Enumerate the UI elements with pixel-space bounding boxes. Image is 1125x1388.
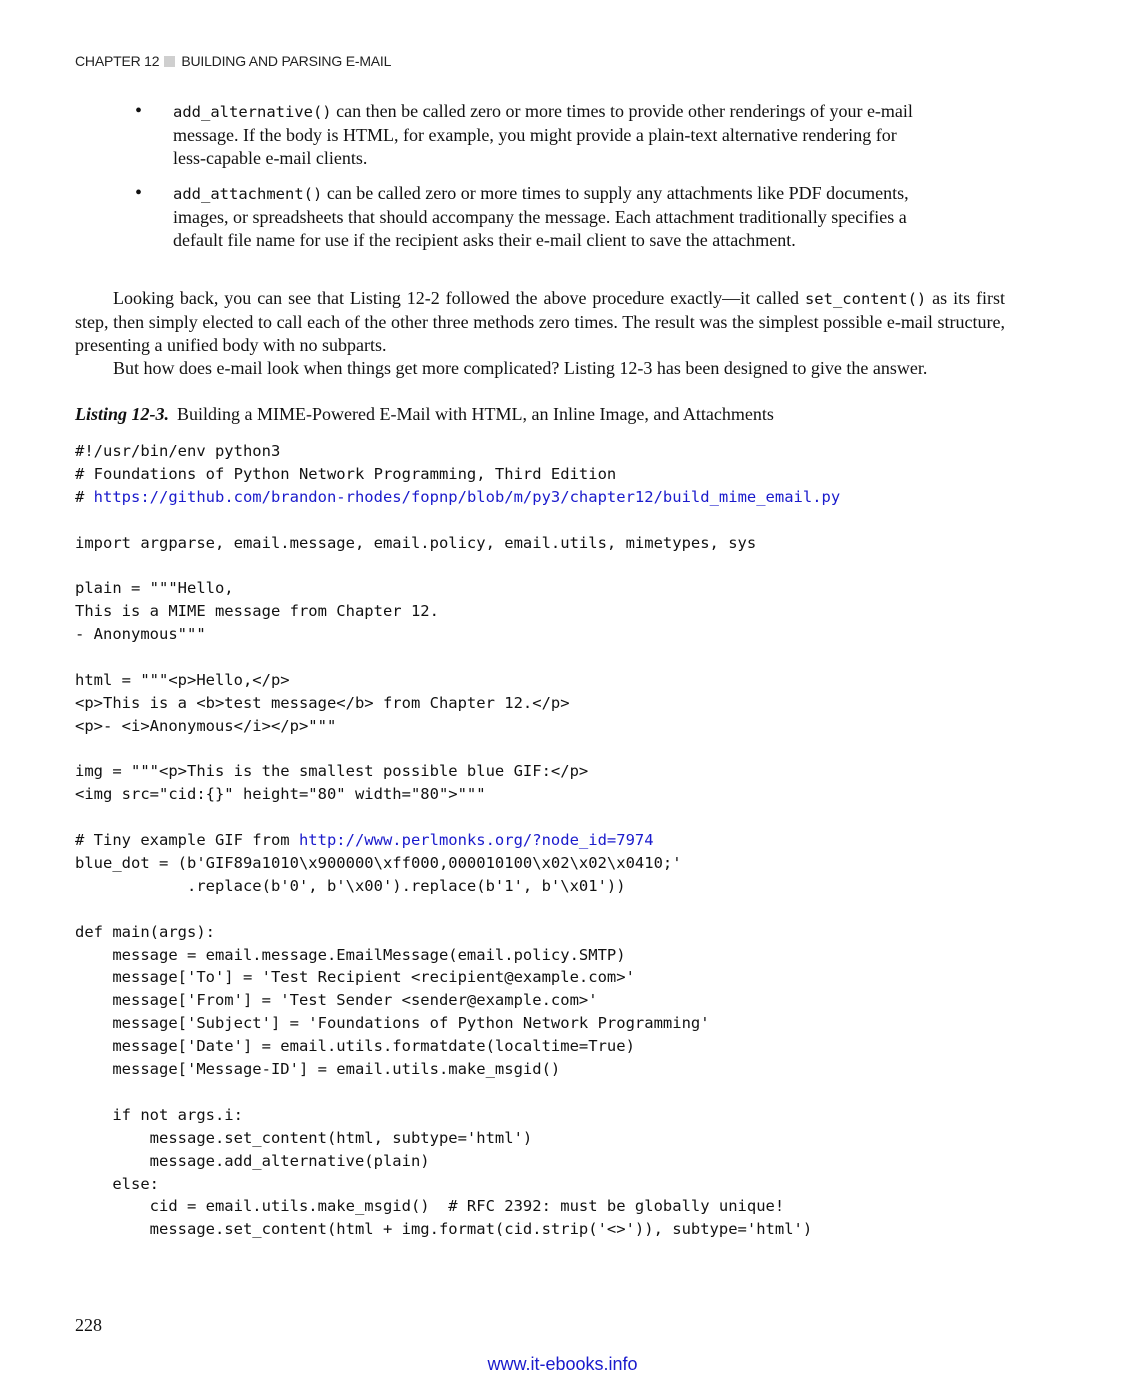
code-line: plain = """Hello, — [75, 579, 234, 598]
code-line — [75, 738, 1075, 761]
code-line — [75, 646, 1075, 669]
code-line: html = """<p>Hello,</p> — [75, 670, 290, 689]
code-line: def main(args): — [75, 922, 215, 941]
body-text — [75, 287, 1005, 380]
bullet-item — [75, 182, 923, 252]
inline-code: set_content() — [804, 290, 927, 308]
code-line: <img src="cid:{}" height="80" width="80">""" — [75, 785, 486, 804]
code-line — [75, 898, 1075, 921]
code-line: message['To'] = 'Test Recipient <recipient@example.com>' — [75, 968, 635, 987]
github-source-link[interactable]: https://github.com/brandon-rhodes/fopnp/blob/m/py3/chapter12/build_mime_email.py — [93, 487, 841, 506]
paragraph: But how does e-mail look when things get more complicated? Listing 12-3 has been designed to give the answer. — [113, 358, 928, 378]
header-separator-square — [164, 56, 175, 67]
footer — [0, 1354, 1125, 1375]
code-line: message.set_content(html, subtype='html') — [75, 1128, 533, 1147]
code-line: else: — [75, 1174, 159, 1193]
paragraph: Looking back, you can see that Listing 12-2 followed the above procedure exactly—it called set_content() as its first step, then simply elected to call each of the other three methods zero times. The result was the simplest possible e-mail structure, presenting a unified body with no subparts. — [75, 288, 1005, 355]
listing-caption — [75, 403, 774, 426]
code-line: img = """<p>This is the smallest possible blue GIF:</p> — [75, 762, 589, 781]
code-line: .replace(b'0', b'\x00').replace(b'1', b'\x01')) — [75, 876, 626, 895]
bullet-item — [75, 100, 923, 170]
chapter-label: CHAPTER 12 — [75, 53, 160, 69]
method-bullet-list — [75, 100, 1065, 264]
code-line: message['Message-ID'] = email.utils.make_msgid() — [75, 1060, 561, 1079]
code-line: if not args.i: — [75, 1105, 243, 1124]
bullet-dot: • — [135, 100, 143, 122]
footer-website-link[interactable]: www.it-ebooks.info — [487, 1354, 638, 1374]
code-line: - Anonymous""" — [75, 625, 206, 644]
listing-title: Building a MIME-Powered E-Mail with HTML, an Inline Image, and Attachments — [177, 404, 774, 424]
code-line — [75, 509, 1075, 532]
code-line: message['Subject'] = 'Foundations of Python Network Programming' — [75, 1014, 710, 1033]
code-line: <p>This is a <b>test message</b> from Chapter 12.</p> — [75, 693, 570, 712]
code-listing — [75, 440, 1075, 1241]
listing-label: Listing 12-3. — [75, 404, 170, 424]
code-line: #!/usr/bin/env python3 — [75, 442, 281, 460]
bullet-text: can then be called zero or more times to provide other renderings of your e-mail message. If the body is HTML, for example, you might provide a plain-text alternative rendering for less-capable e-mail clients. — [173, 101, 913, 168]
bullet-text: can be called zero or more times to supply any attachments like PDF documents, images, or spreadsheets that should accompany the message. Each attachment traditionally specifies a default file name for use if the recipient asks their e-mail client to save the attachment. — [173, 183, 909, 250]
inline-code: add_alternative() — [173, 103, 332, 121]
code-line — [75, 806, 1075, 829]
code-line: message.add_alternative(plain) — [75, 1151, 430, 1170]
code-line: message['From'] = 'Test Sender <sender@example.com>' — [75, 991, 598, 1010]
code-line: # Foundations of Python Network Programming, Third Edition — [75, 464, 617, 483]
page-number: 228 — [75, 1315, 102, 1335]
code-line: message.set_content(html + img.format(cid.strip('<>')), subtype='html') — [75, 1220, 813, 1239]
code-line: # https://github.com/brandon-rhodes/fopnp/blob/m/py3/chapter12/build_mime_email.py — [75, 487, 841, 506]
code-line: import argparse, email.message, email.policy, email.utils, mimetypes, sys — [75, 533, 757, 552]
chapter-title: BUILDING AND PARSING E-MAIL — [181, 53, 392, 69]
code-line — [75, 554, 1075, 577]
code-line: <p>- <i>Anonymous</i></p>""" — [75, 716, 337, 735]
code-line: # Tiny example GIF from http://www.perlmonks.org/?node_id=7974 — [75, 831, 654, 850]
code-line: This is a MIME message from Chapter 12. — [75, 602, 439, 621]
code-line — [75, 1081, 1075, 1104]
bullet-dot: • — [135, 182, 143, 204]
inline-code: add_attachment() — [173, 185, 323, 203]
running-header — [75, 53, 391, 69]
code-line: blue_dot = (b'GIF89a1010\x900000\xff000,000010100\x02\x02\x0410;' — [75, 854, 682, 873]
perlmonks-link[interactable]: http://www.perlmonks.org/?node_id=7974 — [298, 831, 654, 850]
code-line: cid = email.utils.make_msgid() # RFC 2392: must be globally unique! — [75, 1197, 785, 1216]
code-line: message['Date'] = email.utils.formatdate(localtime=True) — [75, 1037, 635, 1056]
code-line: message = email.message.EmailMessage(email.policy.SMTP) — [75, 945, 626, 964]
